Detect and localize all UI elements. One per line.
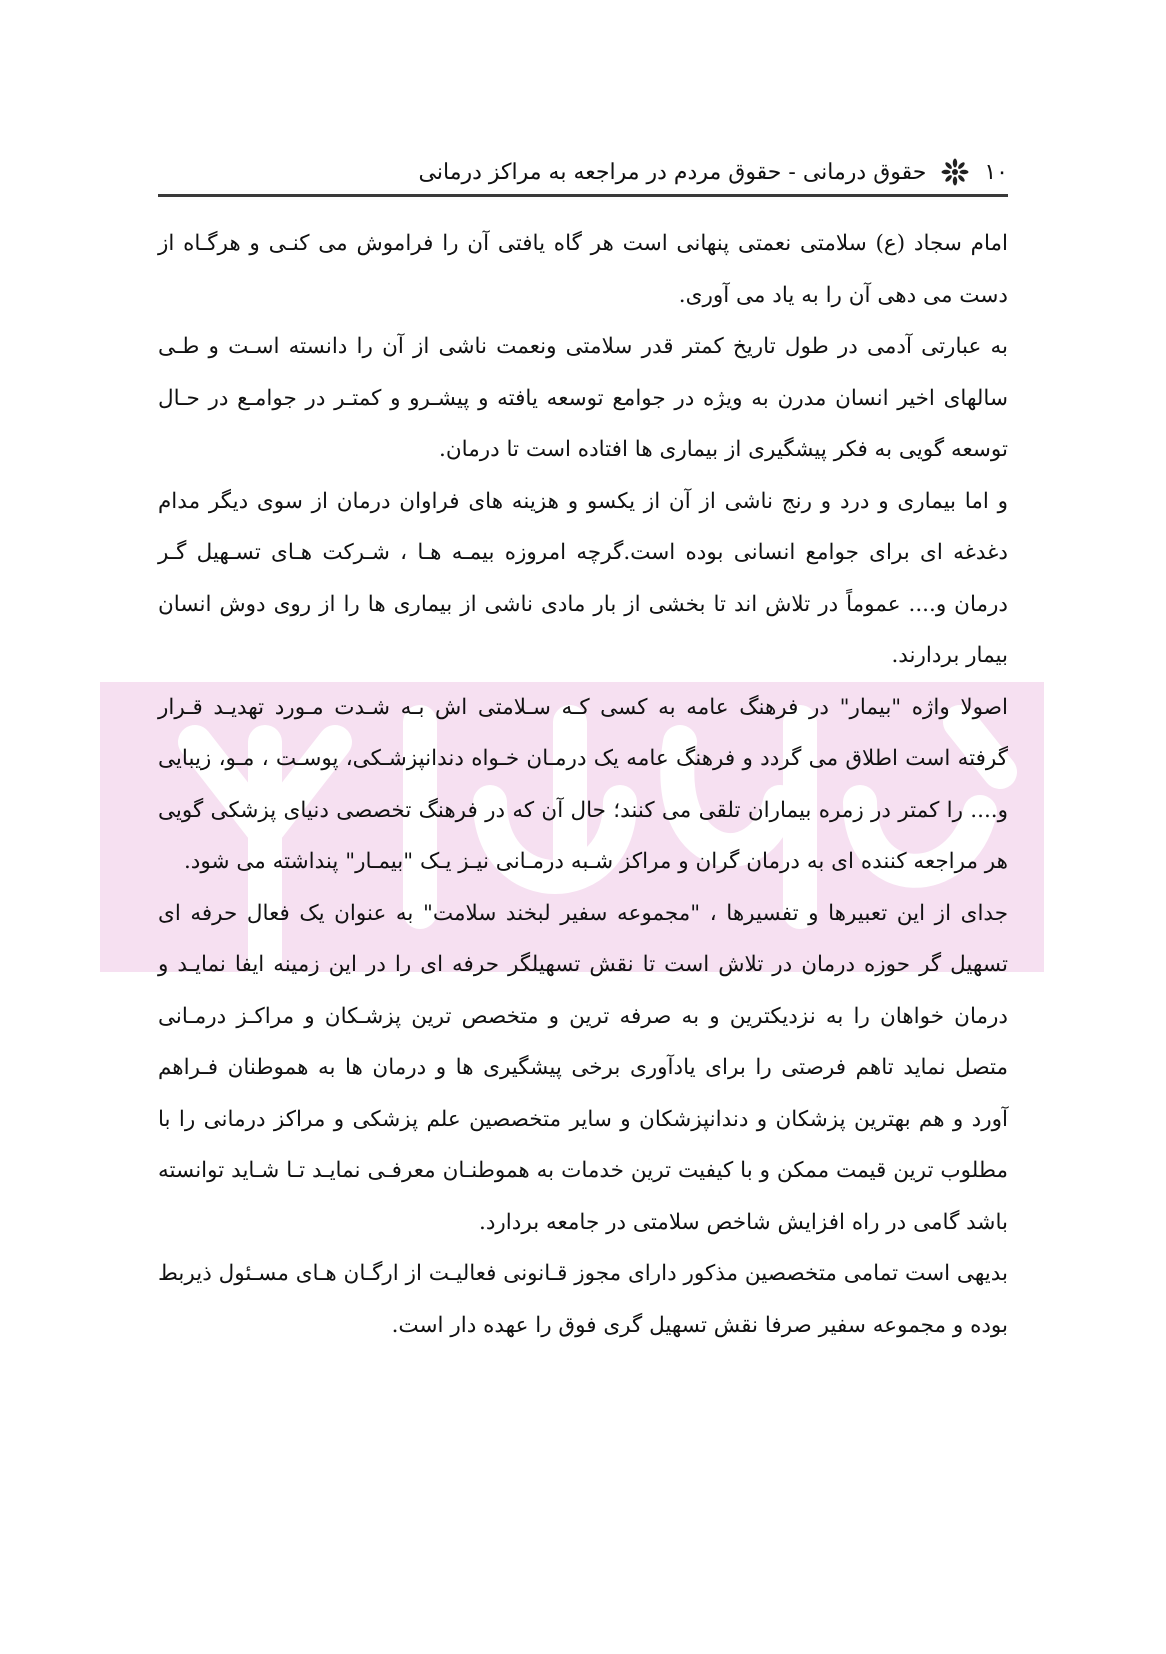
- paragraph-4: اصولا واژه "بیمار" در فرهنگ عامه به کسی کـه سـلامتی اش بـه شـدت مـورد تهدیـد قـرار گرفته است اطلاق می گردد و فرهنگ عامه یک درمـان خـواه دندانپزشـکی، پوسـت ، مـو، زیبایی و.... را کمتر در زمره بیماران تلقی می کنند؛ حال آن که در فرهنگ تخصصی دنیای پزشکی گویی هر مراجعه کننده ای به درمان گران و مراکز شـبه درمـانی نیـز یـک "بیمـار" پنداشته می شود.: [158, 694, 1008, 874]
- body-text: [158, 218, 1008, 1351]
- paragraph-5: جدای از این تعبیرها و تفسیرها ، "مجموعه سفیر لبخند سلامت" به عنوان یک فعال حرفه ای تسهیل گر حوزه درمان در تلاش است تا نقش تسهیلگر حرفه ای را در این زمینه ایفا نمایـد و درمان خواهان را به نزدیکترین و به صرفه ترین و متخصص ترین پزشـکان و مراکـز درمـانی متصل نماید تاهم فرصتی را برای یادآوری برخی پیشگیری ها و درمان ها به هموطنان فـراهم آورد و هم بهترین پزشکان و دندانپزشکان و سایر متخصصین علم پزشکی و مراکز درمانی را با مطلوب ترین قیمت ممکن و با کیفیت ترین خدمات به هموطنـان معرفـی نمایـد تـا شـاید توانسته باشد گامی در راه افزایش شاخص سلامتی در جامعه بردارد.: [158, 900, 1008, 1235]
- paragraph-3: و اما بیماری و درد و رنج ناشی از آن از یکسو و هزینه های فراوان درمان از سوی دیگر مدام دغدغه ای برای جوامع انسانی بوده است.گرچه امروزه بیمـه هـا ، شـرکت هـای تسـهیل گـر درمان و.... عموماً در تلاش اند تا بخشی از بار مادی ناشی از بیماری ها را از روی دوش انسان بیمار بردارند.: [158, 488, 1008, 668]
- paragraph-2: به عبارتی آدمی در طول تاریخ کمتر قدر سلامتی ونعمت ناشی از آن را دانسته اسـت و طـی سالهای اخیر انسان مدرن به ویژه در جوامع توسعه یافته و پیشـرو و کمتـر در جوامـع در حـال توسعه گویی به فکر پیشگیری از بیماری ها افتاده است تا درمان.: [158, 334, 1008, 462]
- paragraph-6: بدیهی است تمامی متخصصین مذکور دارای مجوز قـانونی فعالیـت از ارگـان هـای مسـئول ذیربط بوده و مجموعه سفیر صرفا نقش تسهیل گری فوق را عهده دار است.: [158, 1261, 1008, 1338]
- paragraph-1: امام سجاد (ع) سلامتی نعمتی پنهانی است هر گاه یافتی آن را فراموش می کنـی و هرگـاه از دست می دهی آن را به یاد می آوری.: [158, 231, 1008, 308]
- header-rule: [158, 194, 1008, 197]
- flower-ornament-icon: [940, 157, 970, 187]
- header-title: حقوق درمانی - حقوق مردم در مراجعه به مراکز درمانی: [418, 159, 927, 185]
- page-number: ۱۰: [984, 159, 1008, 185]
- running-header: [158, 150, 1008, 194]
